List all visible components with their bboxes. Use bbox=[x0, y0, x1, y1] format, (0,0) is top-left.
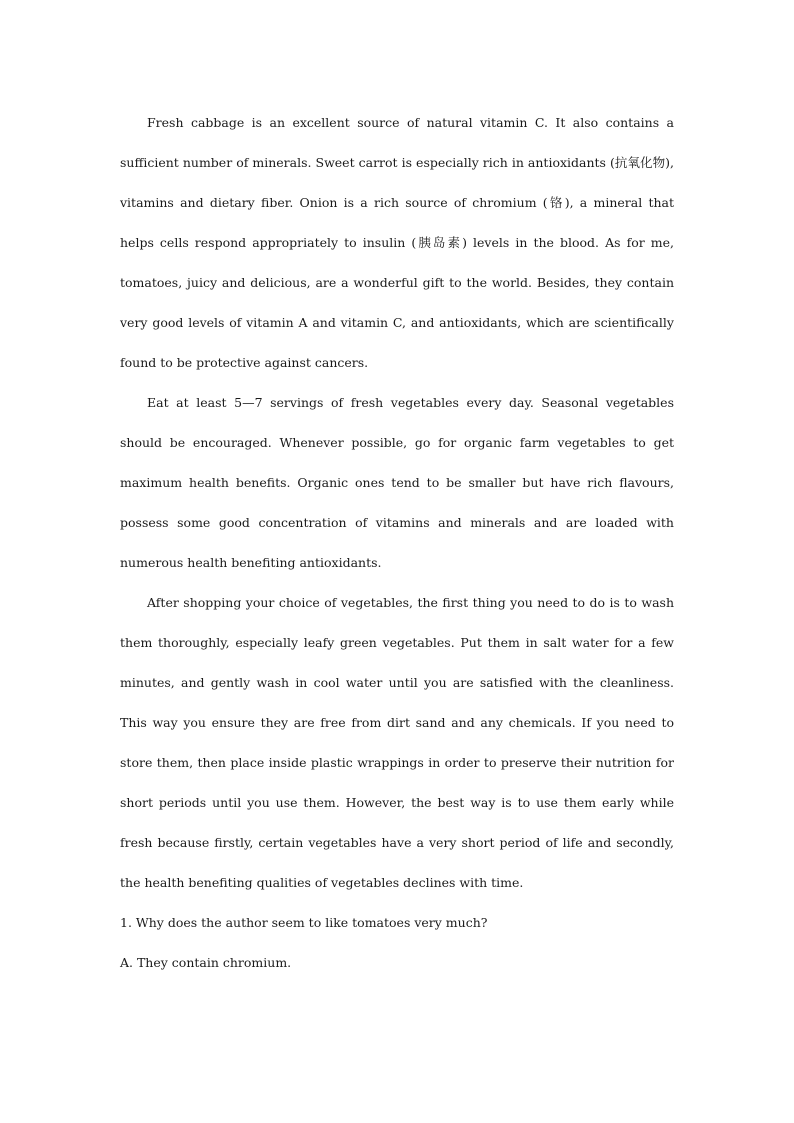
paragraph-3: After shopping your choice of vegetables, the first thing you need to do is to wash them thoroughly, especially leafy green vegetables. Put them in salt water for a few minutes, and gently wash in cool water until you are satisfied with the cleanliness. This way you ensure they are free from dirt sand and any chemicals. If you need to store them, then place inside plastic wrappings in order to preserve their nutrition for short periods until you use them. However, the best way is to use them early while fresh because firstly, certain vegetables have a very short period of life and secondly, the health benefiting qualities of vegetables declines with time. bbox=[120, 595, 674, 890]
question-1: 1. Why does the author seem to like tomatoes very much? bbox=[120, 915, 488, 930]
question-1-option-a: A. They contain chromium. bbox=[120, 955, 292, 970]
paragraph-1: Fresh cabbage is an excellent source of natural vitamin C. It also contains a sufficient number of minerals. Sweet carrot is especially rich in antioxidants (抗氧化物), vitamins and dietary fiber. Onion is a rich source of chromium (铬), a mineral that helps cells respond appropriately to insulin (胰岛素) levels in the blood. As for me, tomatoes, juicy and delicious, are a wonderful gift to the world. Besides, they contain very good levels of vitamin A and vitamin C, and antioxidants, which are scientifically found to be protective against cancers. bbox=[120, 115, 674, 370]
paragraph-2: Eat at least 5—7 servings of fresh vegetables every day. Seasonal vegetables should be encouraged. Whenever possible, go for organic farm vegetables to get maximum health benefits. Organic ones tend to be smaller but have rich flavours, possess some good concentration of vitamins and minerals and are loaded with numerous health benefiting antioxidants. bbox=[120, 395, 674, 570]
document-page bbox=[120, 103, 674, 983]
